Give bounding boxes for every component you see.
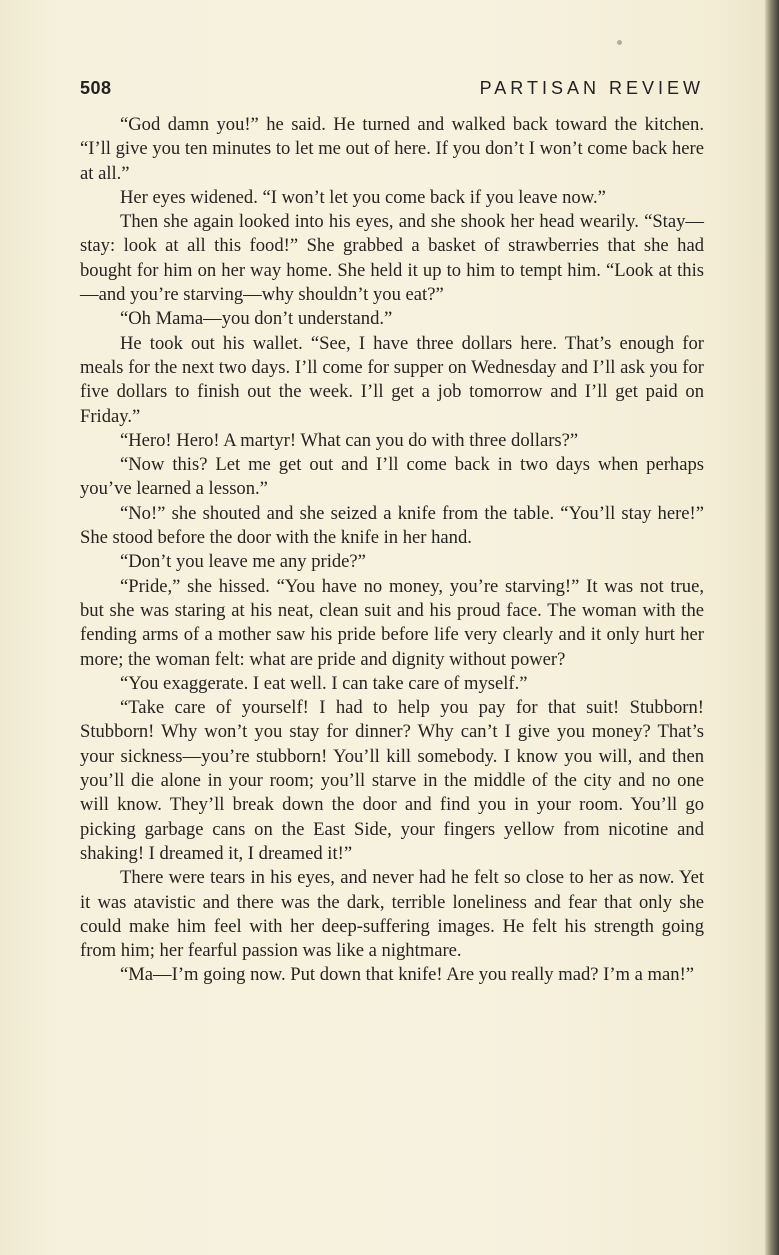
paragraph: There were tears in his eyes, and never had he felt so close to her as now. Yet it was atavistic and there was the dark, terrible loneliness and fear that only she could make him feel with her deep-suffering images. He felt his strength going from him; her fearful passion was like a nightmare. bbox=[80, 867, 704, 962]
paragraph: “Take care of yourself! I had to help you pay for that suit! Stubborn! Stubborn! Why won’t you stay for dinner? Why can’t I give you money? That’s your sickness—you’re stubborn! You’ll kill somebody. I know you will, and then you’ll die alone in your room; you’ll starve in the middle of the city and no one will know. They’ll break down the door and find you in your room. You’ll go picking garbage cans on the East Side, your fingers yellow from nicotine and shaking! I dreamed it, I dreamed it!” bbox=[80, 697, 704, 864]
paragraph: “Oh Mama—you don’t understand.” bbox=[120, 308, 393, 330]
paragraph: He took out his wallet. “See, I have three dollars here. That’s enough for meals for the next two days. I’ll come for supper on Wednesday and I’ll ask you for five dollars to finish out the week. I’ll get a job tomorrow and I’ll get paid on Friday.” bbox=[80, 332, 704, 427]
paragraph: “Ma—I’m going now. Put down that knife! Are you really mad? I’m a man!” bbox=[120, 964, 695, 986]
paragraph: “No!” she shouted and she seized a knife from the table. “You’ll stay here!” She stood before the door with the knife in her hand. bbox=[80, 502, 704, 549]
paragraph: “Don’t you leave me any pride?” bbox=[120, 551, 366, 573]
body-text bbox=[80, 113, 704, 988]
page-number: 508 bbox=[80, 78, 112, 98]
paragraph: Her eyes widened. “I won’t let you come back if you leave now.” bbox=[120, 186, 606, 208]
running-head: PARTISAN REVIEW bbox=[479, 78, 704, 98]
paragraph: Then she again looked into his eyes, and she shook her head wearily. “Stay—stay: look at all this food!” She grabbed a basket of strawberries that she had bought for him on her way home. She held it up to him to tempt him. “Look at this—and you’re starving—why shouldn’t you eat?” bbox=[80, 211, 704, 306]
paragraph: “You exaggerate. I eat well. I can take care of myself.” bbox=[120, 672, 528, 694]
paragraph: “Now this? Let me get out and I’ll come back in two days when perhaps you’ve learned a lesson.” bbox=[80, 454, 704, 500]
page-spine-shadow bbox=[765, 0, 779, 1255]
ink-spot bbox=[617, 40, 622, 45]
page-header bbox=[80, 78, 704, 102]
paragraph: “Pride,” she hissed. “You have no money, you’re starving!” It was not true, but she was staring at his neat, clean suit and his proud face. The woman with the fending arms of a mother saw his pride before life very clearly and it only hurt her more; the woman felt: what are pride and dignity without power? bbox=[80, 575, 704, 670]
paragraph: “God damn you!” he said. He turned and walked back toward the kitchen. “I’ll give you ten minutes to let me out of here. If you don’t I won’t come back here at all.” bbox=[80, 114, 704, 184]
paragraph: “Hero! Hero! A martyr! What can you do with three dollars?” bbox=[120, 429, 579, 451]
